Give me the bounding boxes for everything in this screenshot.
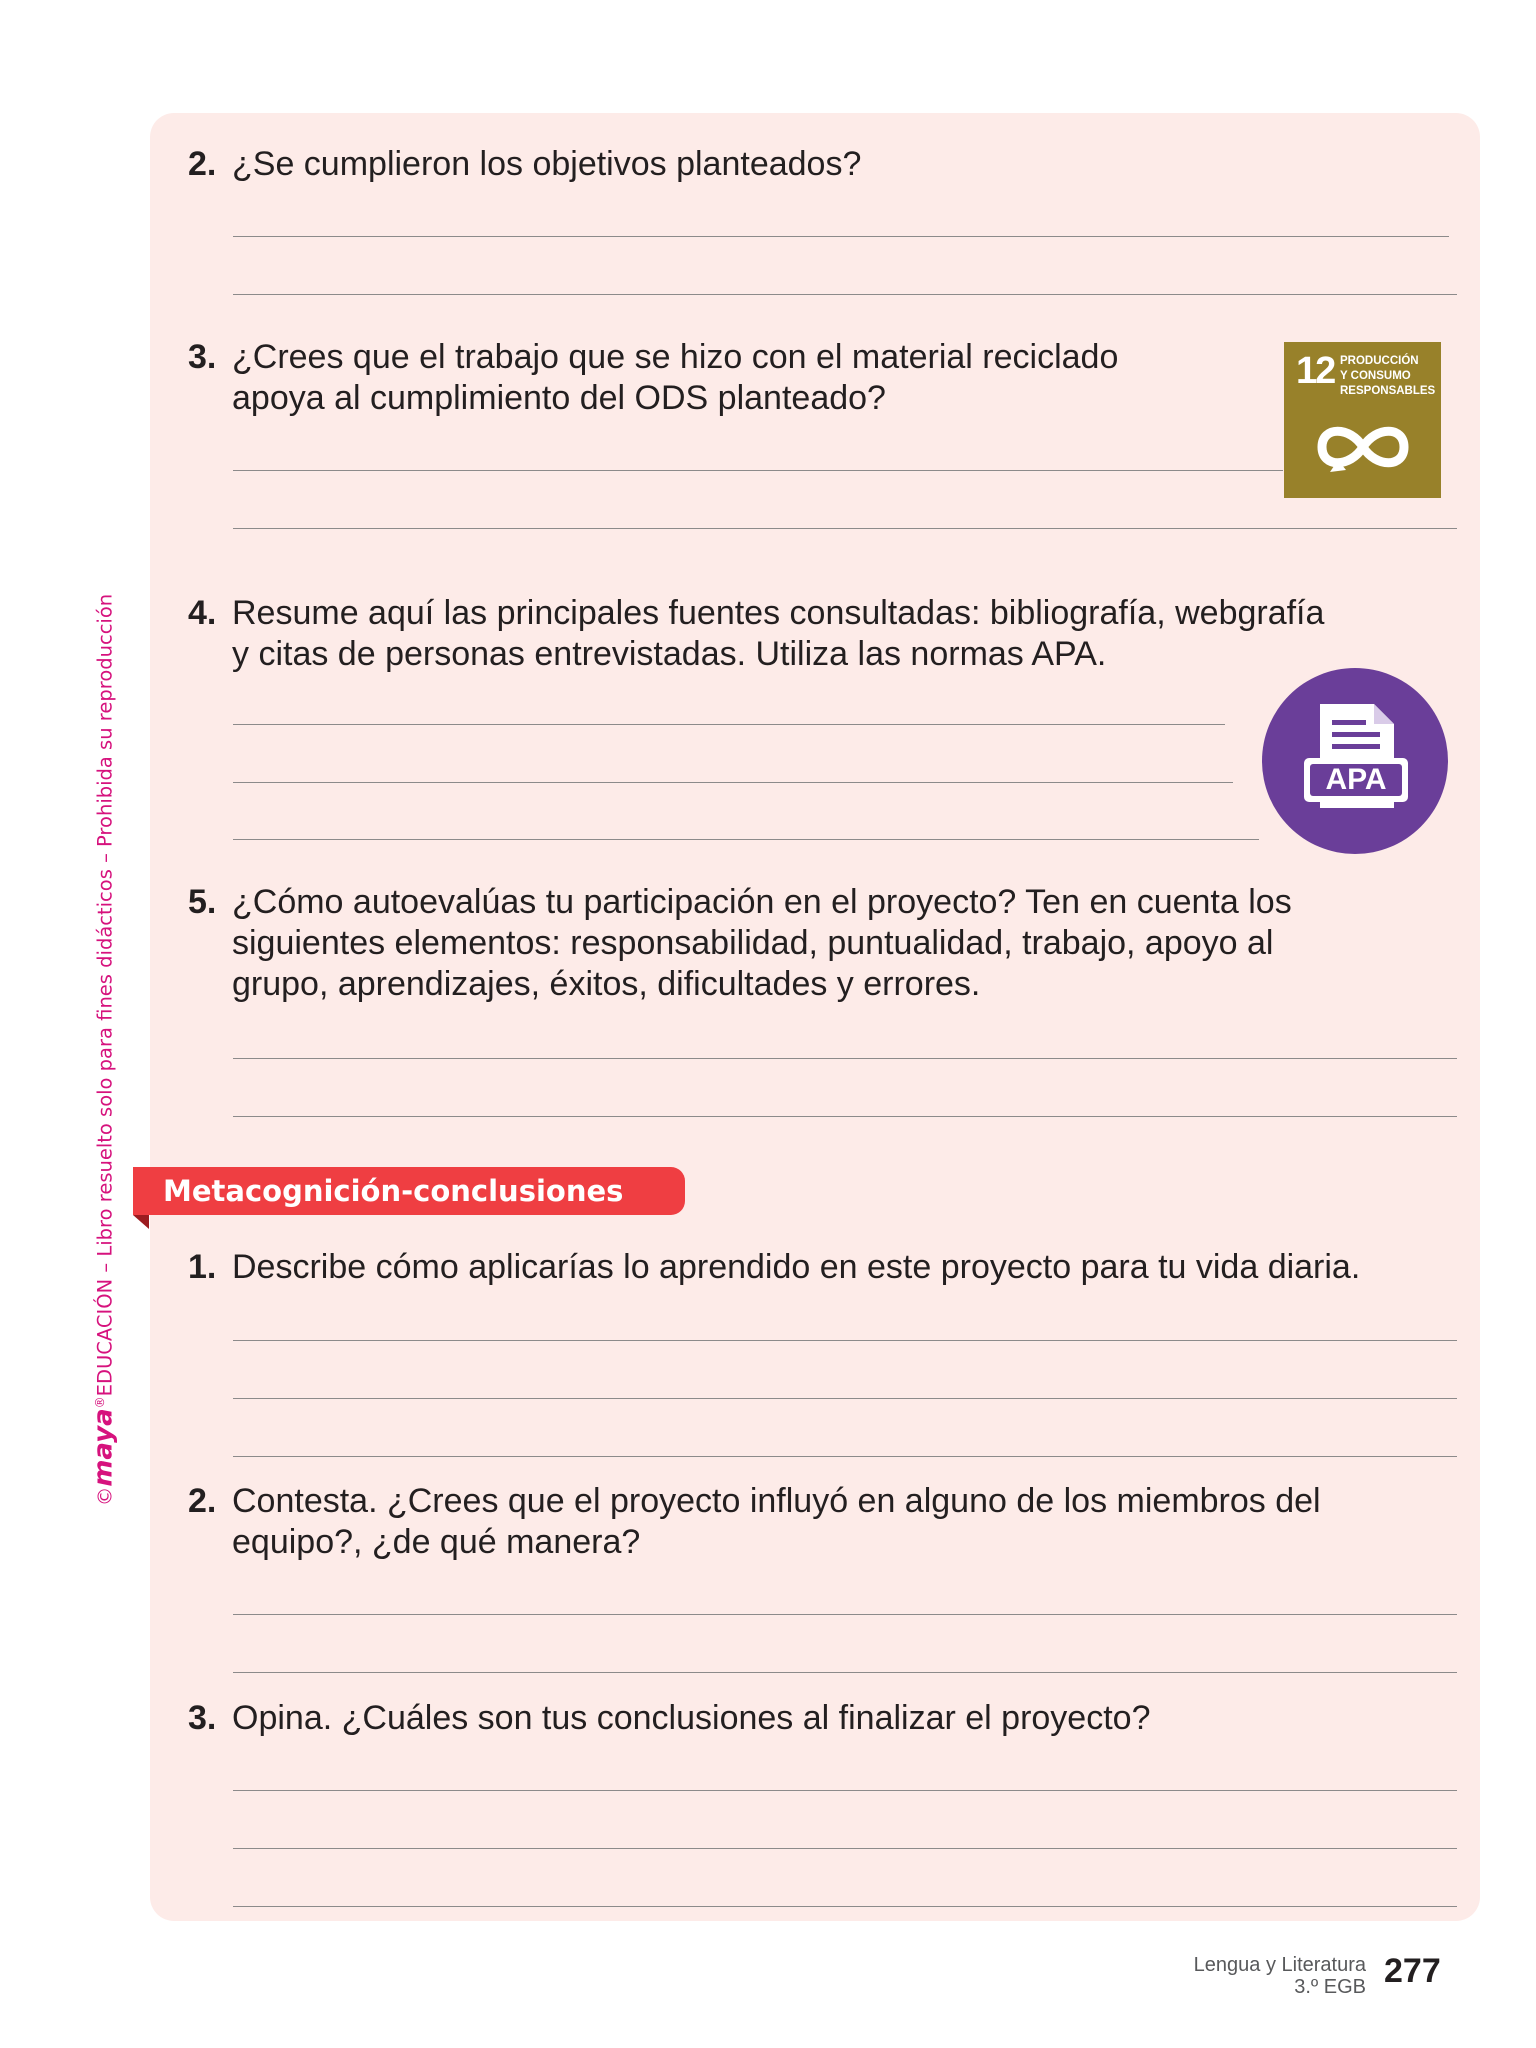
- apa-badge: [1262, 668, 1448, 854]
- question-number: 5.: [188, 883, 217, 921]
- answer-line[interactable]: [233, 1058, 1457, 1059]
- answer-line[interactable]: [233, 839, 1259, 840]
- answer-line[interactable]: [233, 1672, 1457, 1673]
- brand-logo-text: maya: [88, 1408, 119, 1487]
- tab-fold: [133, 1215, 149, 1229]
- question-text-line: siguientes elementos: responsabilidad, puntualidad, trabajo, apoyo al: [232, 924, 1274, 962]
- question-text-line: apoya al cumplimiento del ODS planteado?: [232, 379, 886, 417]
- subject-name: Lengua y Literatura: [1193, 1954, 1366, 1976]
- document-icon: [1298, 696, 1414, 820]
- grade-label: 3.º EGB: [1294, 1976, 1366, 1998]
- ods-12-badge: [1284, 342, 1441, 498]
- ods-label-line: Y CONSUMO: [1340, 370, 1411, 382]
- question-text: Describe cómo aplicarías lo aprendido en este proyecto para tu vida diaria.: [232, 1248, 1361, 1286]
- infinity-recycle-icon: [1308, 412, 1418, 482]
- ods-label-line: PRODUCCIÓN: [1340, 355, 1419, 367]
- metacognition-question-3: [188, 1698, 1151, 1739]
- ods-label: [1340, 354, 1435, 399]
- answer-line[interactable]: [233, 782, 1233, 783]
- answer-line[interactable]: [233, 724, 1225, 725]
- question-3: [188, 337, 1119, 419]
- answer-line[interactable]: [233, 294, 1457, 295]
- question-number: 2.: [188, 1482, 217, 1520]
- answer-line[interactable]: [233, 1116, 1457, 1117]
- copyright-symbol: ©: [93, 1486, 117, 1507]
- answer-line[interactable]: [233, 1848, 1457, 1849]
- question-number: 3.: [188, 1699, 217, 1737]
- copyright-sidebar: [85, 550, 119, 1550]
- question-text-line: grupo, aprendizajes, éxitos, dificultades y errores.: [232, 965, 981, 1003]
- answer-line[interactable]: [233, 1456, 1457, 1457]
- question-number: 2.: [188, 145, 217, 183]
- question-text-line: ¿Crees que el trabajo que se hizo con el material reciclado: [232, 338, 1119, 376]
- question-text-line: Resume aquí las principales fuentes consultadas: bibliografía, webgrafía: [232, 594, 1325, 632]
- question-number: 3.: [188, 338, 217, 376]
- question-4: [188, 593, 1325, 675]
- answer-line[interactable]: [233, 1340, 1457, 1341]
- question-text-line: y citas de personas entrevistadas. Utiliza las normas APA.: [232, 635, 1107, 673]
- answer-line[interactable]: [233, 1614, 1457, 1615]
- answer-line[interactable]: [233, 1398, 1457, 1399]
- footer-subject: [1194, 1954, 1366, 1998]
- registered-symbol: ®: [93, 1396, 107, 1409]
- answer-line[interactable]: [233, 1906, 1457, 1907]
- question-text-line: equipo?, ¿de qué manera?: [232, 1523, 641, 1561]
- page-number: 277: [1384, 1952, 1441, 1990]
- ods-label-line: RESPONSABLES: [1340, 385, 1436, 397]
- apa-label: APA: [1325, 763, 1387, 796]
- answer-line[interactable]: [233, 236, 1449, 237]
- question-text: ¿Se cumplieron los objetivos planteados?: [232, 145, 862, 183]
- answer-line[interactable]: [233, 470, 1283, 471]
- answer-line[interactable]: [233, 528, 1457, 529]
- metacognition-question-2: [188, 1481, 1321, 1563]
- question-5: [188, 882, 1292, 1005]
- metacognition-question-1: [188, 1247, 1361, 1288]
- answer-line[interactable]: [233, 1790, 1457, 1791]
- question-2: [188, 144, 862, 185]
- question-text-line: Contesta. ¿Crees que el proyecto influyó en alguno de los miembros del: [232, 1482, 1321, 1520]
- question-number: 4.: [188, 594, 217, 632]
- question-text: Opina. ¿Cuáles son tus conclusiones al finalizar el proyecto?: [232, 1699, 1151, 1737]
- section-heading-tab: Metacognición-conclusiones: [133, 1167, 685, 1215]
- ods-number: 12: [1296, 350, 1335, 392]
- question-number: 1.: [188, 1248, 217, 1286]
- copyright-text: EDUCACIÓN – Libro resuelto solo para fines didácticos – Prohibida su reproducción: [93, 593, 117, 1397]
- question-text-line: ¿Cómo autoevalúas tu participación en el proyecto? Ten en cuenta los: [232, 883, 1292, 921]
